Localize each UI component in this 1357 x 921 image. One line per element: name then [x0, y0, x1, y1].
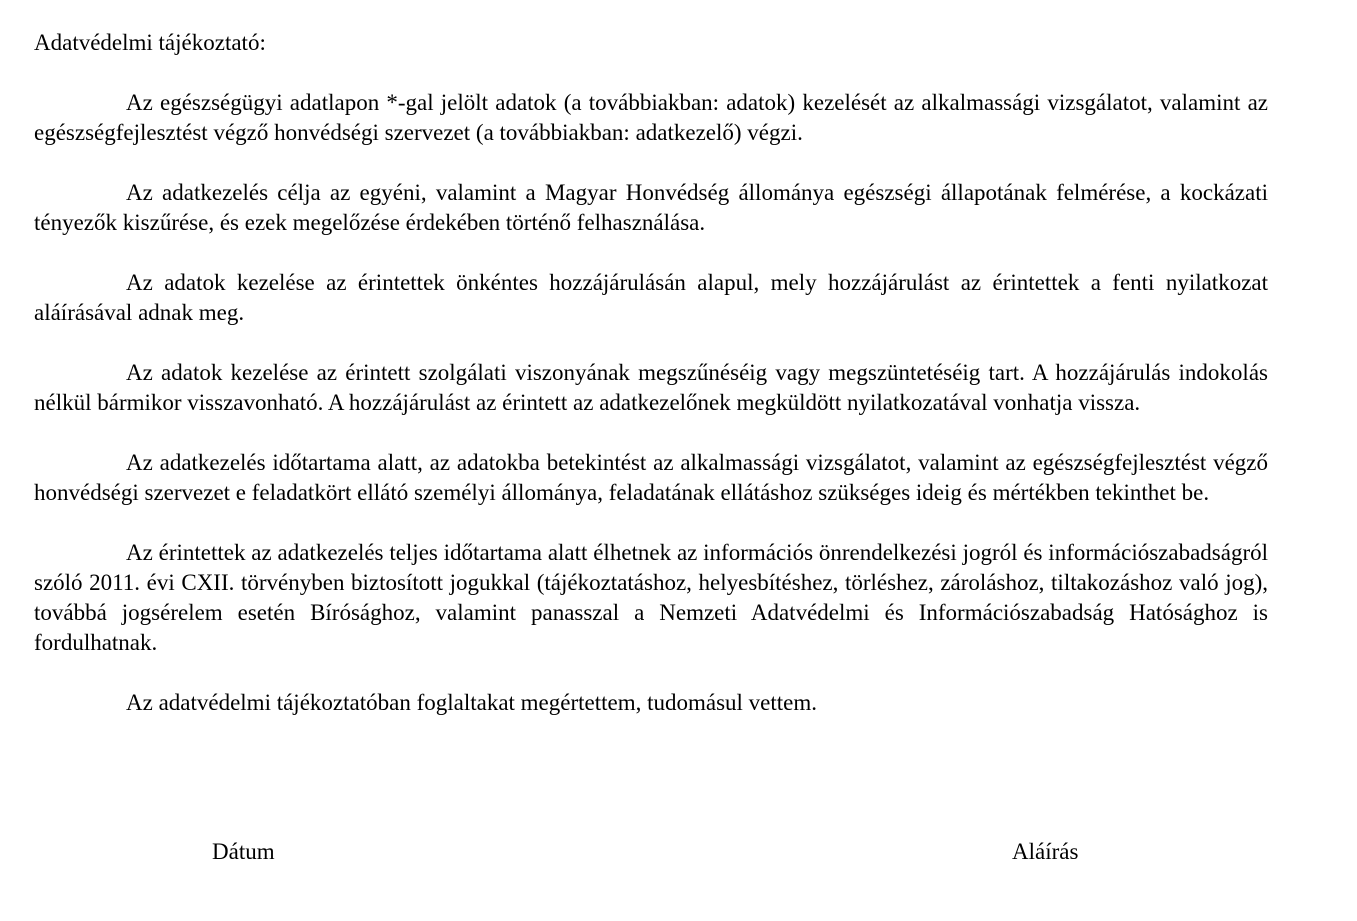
paragraph-duration: Az adatok kezelése az érintett szolgálati viszonyának megszűnéséig vagy megszüntetéséig tart. A hozzájárulás indokolás nélkül bármikor visszavonható. A hozzájárulást az érintett az adatkezelőnek megküldött nyilatkozatával vonhatja vissza. — [34, 360, 1268, 415]
paragraph-acknowledgement: Az adatvédelmi tájékoztatóban foglaltakat megértettem, tudomásul vettem. — [126, 690, 818, 715]
paragraph-access: Az adatkezelés időtartama alatt, az adatokba betekintést az alkalmassági vizsgálatot, valamint az egészségfejlesztést végző honvédségi szervezet e feladatkört ellátó személyi állománya, feladatának ellátáshoz szükséges ideig és mértékben tekinthet be. — [34, 450, 1268, 505]
paragraph-purpose: Az adatkezelés célja az egyéni, valamint a Magyar Honvédség állománya egészségi állapotának felmérése, a kockázati tényezők kiszűrése, és ezek megelőzése érdekében történő felhasználása. — [34, 180, 1268, 235]
signature-label: Aláírás — [1012, 839, 1079, 864]
paragraph-consent: Az adatok kezelése az érintettek önkéntes hozzájárulásán alapul, mely hozzájárulást az érintettek a fenti nyilatkozat aláírásával adnak meg. — [34, 270, 1268, 325]
document-heading: Adatvédelmi tájékoztató: — [34, 30, 266, 55]
date-label: Dátum — [212, 839, 275, 864]
privacy-notice-document — [34, 28, 1268, 748]
paragraph-rights: Az érintettek az adatkezelés teljes időtartama alatt élhetnek az információs önrendelkezési jogról és információszabadságról szóló 2011. évi CXII. törvényben biztosított jogukkal (tájékoztatáshoz, helyesbítéshez, törléshez, zároláshoz, tiltakozáshoz való jog), továbbá jogsérelem esetén Bírósághoz, valamint panasszal a Nemzeti Adatvédelmi és Információszabadság Hatósághoz is fordulhatnak. — [34, 540, 1268, 655]
paragraph-data-handling: Az egészségügyi adatlapon *-gal jelölt adatok (a továbbiakban: adatok) kezelését az alkalmassági vizsgálatot, valamint az egészségfejlesztést végző honvédségi szervezet (a továbbiakban: adatkezelő) végzi. — [34, 90, 1268, 145]
